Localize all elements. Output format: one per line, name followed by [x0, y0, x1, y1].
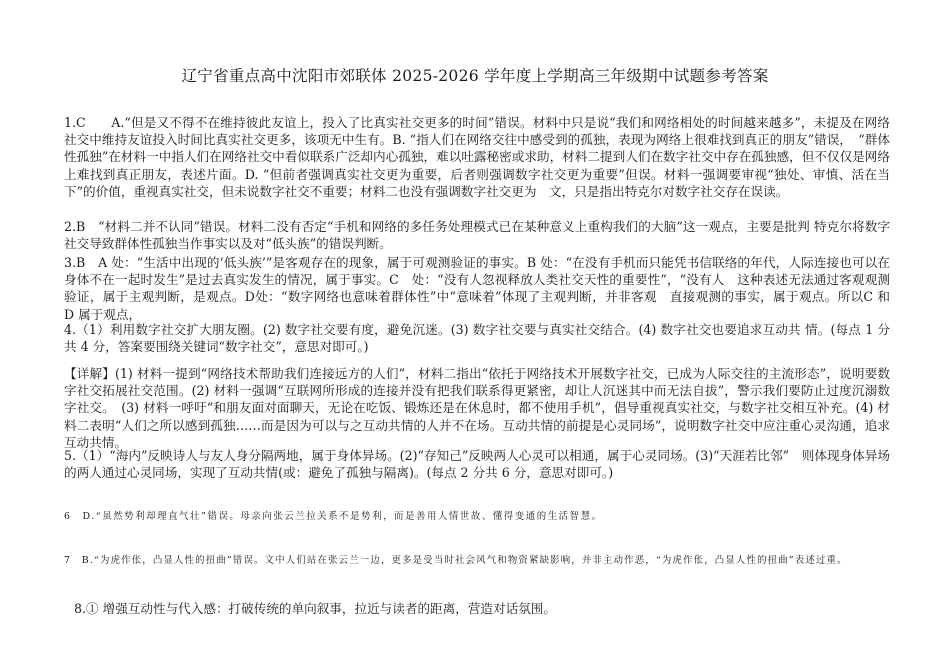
answer-2	[64, 218, 890, 252]
answer-7-text: 7 B.“为虎作伥，凸显人性的扭曲”错误。文中人们站在张云兰一边，更多是受当时社会风气和物资紧缺影响，并非主动作恶，“为虎作伥，凸显人性的扭曲”表述过重。	[64, 555, 848, 566]
answer-5	[64, 447, 890, 481]
answer-2-text: 2.B “材料二并不认同”错误。材料二没有否定“手机和网络的多任务处理模式已在某种意义上重构我们的大脑”这一观点，主要是批判 特克尔将数字社交导致群体性孤独当作事实以及对“低头族”的错误判断。	[64, 219, 890, 252]
document-title: 辽宁省重点高中沈阳市郊联体 2025-2026 学年度上学期高三年级期中试题参考答案	[181, 67, 769, 85]
answer-4	[64, 321, 890, 355]
answer-5-text: 5.（1）“海内”反映诗人与友人身分隔两地，属于身体异场。(2)“存知己”反映两人心灵可以相通，属于心灵同场。(3)“天涯若比邻” 则体现身体异场的两人通过心灵同场，实现了互动共情(或：避免了孤独与隔离)。(每点 2 分共 6 分，意思对即可。)	[64, 448, 890, 481]
answer-6-text: 6 D.“虽然势利却理直气壮”错误。母亲向张云兰拉关系不是势利，而是善用人情世故、懂得变通的生活智慧。	[64, 511, 603, 522]
answer-8-text: 8.① 增强互动性与代入感：打破传统的单向叙事，拉近与读者的距离，营造对话氛围。	[74, 601, 556, 616]
answer-3	[64, 254, 903, 323]
answer-3-text: 3.B A 处：“生活中出现的‘低头族’”是客观存在的现象，属于可观测验证的事实。B 处：“在没有手机而只能凭书信联络的年代，人际连接也可以在身体不在一起时发生”是过去真实发生的情况，属于事实。C 处：“没有人忽视释放人类社交天性的重要性”，“没有人 这种表述无法通过客观观测验证，属于主观判断，是观点。D处：“数字网络也意味着群体性”中“意味着”体现了主观判断，并非客观 直接观测的事实，属于观点。所以C 和 D 属于观点，	[64, 255, 903, 322]
answer-1-text: 1.C A.“但是又不得不在维持彼此友谊上，投入了比真实社交更多的时间”错误。材料中只是说“我们和网络相处的时间越来越多”，未提及在网络社交中维持友谊投入时间比真实社交更多，该项无中生有。B. “指人们在网络交往中感受到的孤独，表现为网络上很难找到真正的朋友”错误， “群体性孤独”在材料一中指人们在网络社交中看似联系广泛却内心孤独，难以吐露秘密或求助，材料二提到人们在数字社交中存在孤独感，但不仅仅是网络上难找到真正朋友，表述片面。D. “但前者强调真实社交更为重要，后者则强调数字社交更为重要”但误。材料一强调要审视“独处、审慎、活在当下”的价值，重视真实社交，但未说数字社交不重要；材料二也没有强调数字社交更为 文，只是指出特克尔对数字社交存在误读。	[64, 115, 890, 199]
answer-8	[74, 600, 890, 617]
answer-4-text: 4.（1）利用数字社交扩大朋友圈。(2) 数字社交要有度，避免沉迷。(3) 数字社交要与真实社交结合。(4) 数字社交也要追求互动共 情。(每点 1 分共 4 分，答案要围绕关键词“数字社交”，意思对即可。)	[64, 322, 890, 355]
answer-1	[64, 114, 890, 200]
answer-4-detail	[64, 365, 890, 451]
answer-6	[64, 509, 890, 524]
answer-7	[64, 553, 890, 569]
answer-4-detail-text: 【详解】(1) 材料一提到“网络技术帮助我们连接远方的人们”，材料二指出“依托于网络技术开展数字社交，已成为人际交往的主流形态”，说明要数字社交拓展社交范围。(2) 材料一强调“互联网所形成的连接并没有把我们联系得更紧密，却让人沉迷其中而无法自拔”，警示我们要防止过度沉溺数字社交。 (3) 材料一呼吁“和朋友面对面聊天，无论在吃饭、锻炼还是在休息时，都不使用手机”，倡导重视真实社交，与数字社交相互补充。(4) 材料二表明“人们之所以感到孤独……而是因为可以与之互动共情的人并不在场。互动共情的前提是心灵同场”，说明数字社交中应注重心灵沟通，追求互动共情。	[64, 366, 890, 450]
